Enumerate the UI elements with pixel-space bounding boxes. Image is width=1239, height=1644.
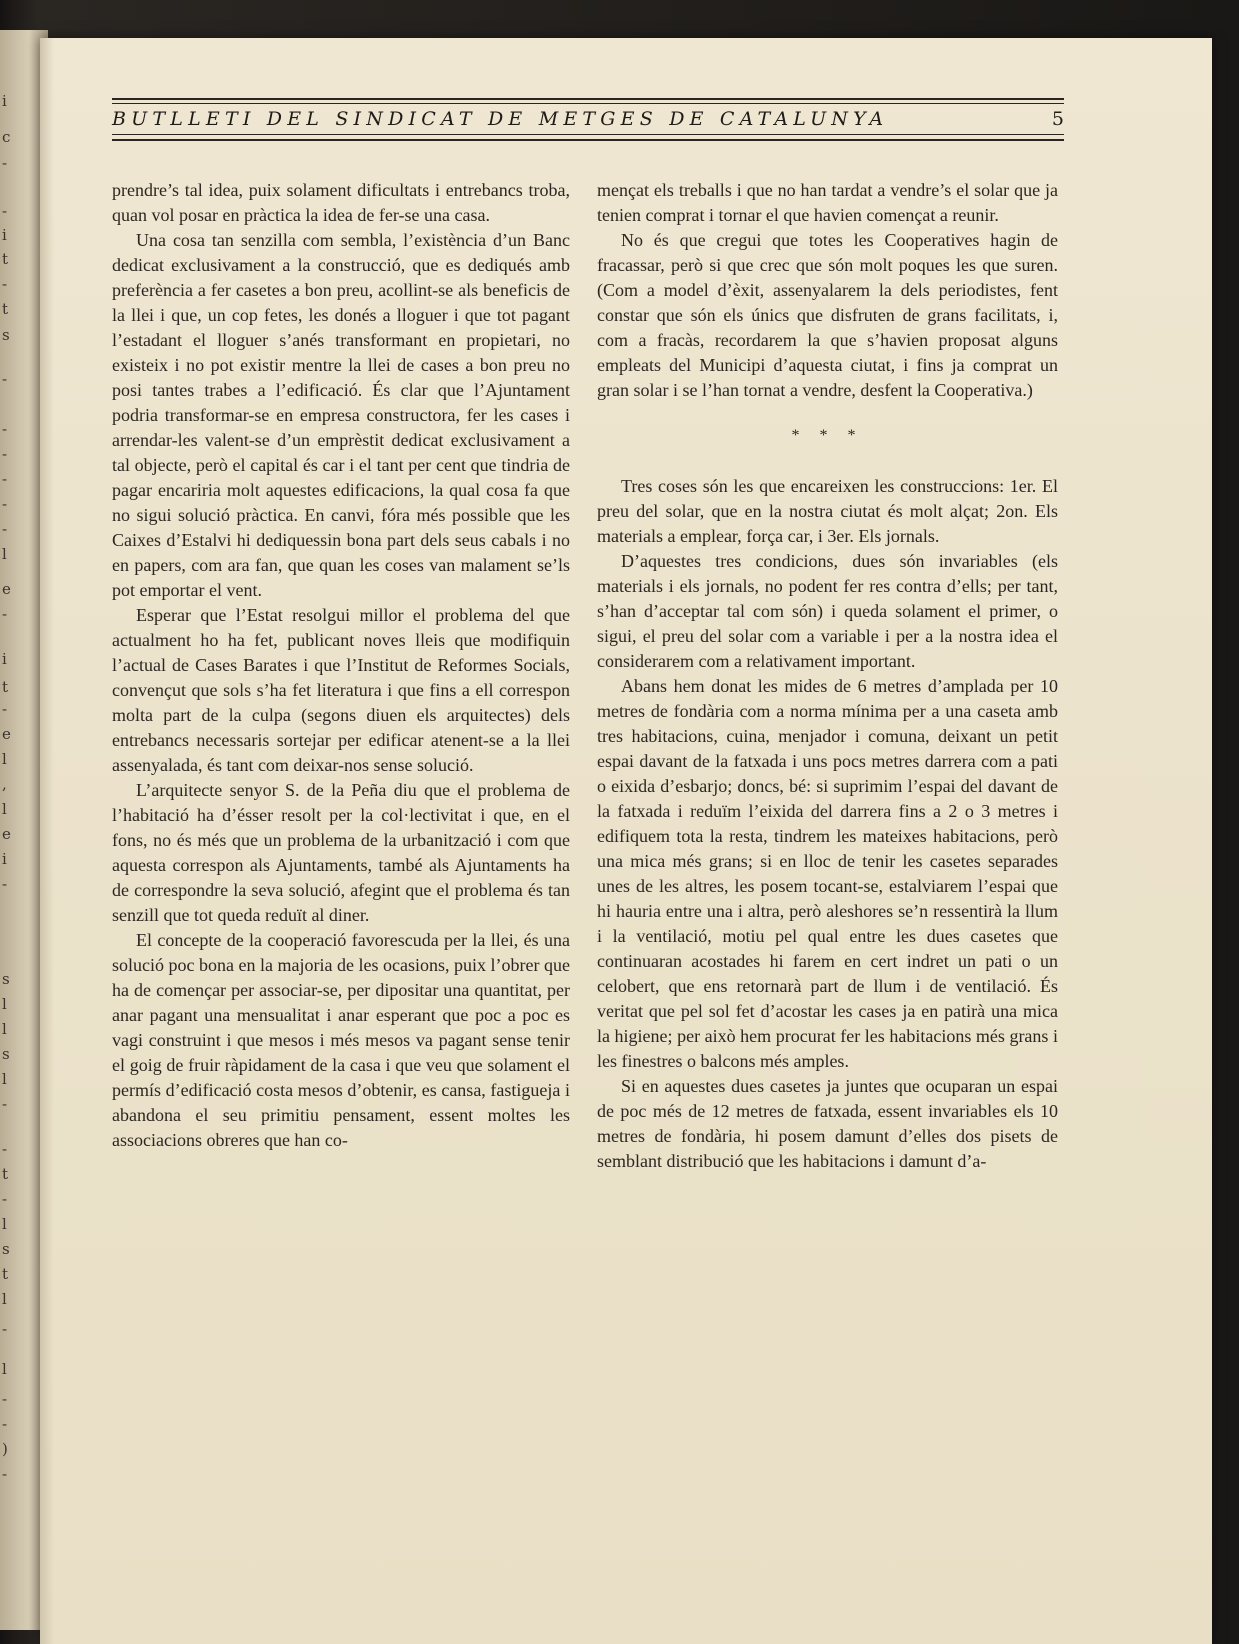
- edge-char: ): [2, 1440, 8, 1458]
- paragraph: Tres coses són les que encareixen les construccions: 1er. El preu del solar, que en la nostra ciutat és molt alçat; 2on. Els materials a emplear, força car, i 3er. Els jornals.: [597, 476, 1058, 546]
- edge-char: -: [2, 445, 8, 463]
- edge-char: -: [2, 1140, 8, 1158]
- edge-char: l: [2, 995, 7, 1013]
- edge-char: -: [2, 275, 8, 293]
- edge-char: c: [2, 128, 11, 146]
- edge-char: -: [2, 370, 8, 388]
- paragraph: mençat els treballs i que no han tardat a vendre’s el solar que ja tenien comprat i tornar el que havien començat a reunir.: [597, 180, 1058, 225]
- edge-char: l: [2, 1290, 7, 1308]
- paragraph: Una cosa tan senzilla com sembla, l’existència d’un Banc dedicat exclusivament a la construcció, que es dediqués amb preferència a fer casetes a bon preu, acollint-se als beneficis de la llei i que, un cop fetes, les donés a lloguer i que tot pagant l’estadant el lloguer s’anés transformant en propietari, no existeix i no pot existir mentre la llei de cases a bon preu no posi tantes trabes a l’edificació. És clar que l’Ajuntament podria transformar-se en empresa constructora, fer les cases i arrendar-les valent-se d’un emprèstit dedicat exclusivament a tal objecte, però el capital és car i el tant per cent que tindria de pagar encariria molt aquestes edificacions, la qual cosa fa que no sigui solució pràctica. En canvi, fóra més possible que les Caixes d’Estalvi hi dediquessin bona part dels seus cabals i no en papers, com ara fan, que quan les coses van malament se’ls pot emportar el vent.: [112, 230, 570, 600]
- edge-char: l: [2, 1215, 7, 1233]
- paragraph: El concepte de la cooperació favorescuda per la llei, és una solució poc bona en la majoria de les ocasions, puix l’obrer que ha de començar per associar-se, per dipositar una quantitat, per anar pagant una mensualitat i anar esperant que poc a poc es vagi construint i que mesos i més mesos va pagant sense tenir el goig de fruir ràpidament de la casa i que veu que solament el permís d’edificació costa mesos d’obtenir, es cansa, fastigueja i abandona el seu primitiu pensament, essent moltes les associacions obreres que han co-: [112, 930, 570, 1150]
- edge-char: -: [2, 700, 8, 718]
- edge-char: t: [2, 678, 9, 696]
- edge-char: s: [2, 326, 10, 344]
- edge-char: -: [2, 470, 8, 488]
- edge-char: -: [2, 1095, 8, 1113]
- journal-title: BUTLLETI DEL SINDICAT DE METGES DE CATALUNYA: [112, 108, 889, 130]
- paragraph: Esperar que l’Estat resolgui millor el problema del que actualment ho ha fet, publicant noves lleis que modifiquin l’actual de Cases Barates i que l’Institut de Reformes Socials, convençut que sols s’ha fet literatura i que fins a ell correspon molta part de la culpa (segons diuen els arquitectes) dels entrebancs necessaris sortejar per edificar atenent-se a la llei assenyalada, és tant com deixar-nos sense solució.: [112, 605, 570, 775]
- edge-char: t: [2, 1165, 9, 1183]
- edge-char: -: [2, 495, 8, 513]
- edge-char: i: [2, 226, 7, 244]
- edge-char: -: [2, 605, 8, 623]
- edge-char: s: [2, 1240, 10, 1258]
- header-bottom-rule: [112, 139, 1064, 141]
- edge-char: i: [2, 850, 7, 868]
- left-column: [112, 178, 570, 1153]
- paragraph: Abans hem donat les mides de 6 metres d’amplada per 10 metres de fondària com a norma mínima per a una caseta amb tres habitacions, cuina, menjador i comuna, deixant un petit espai davant de la fatxada i uns pocs metres darrera com a pati o eixida d’esbarjo; doncs, bé: si suprimim l’espai del davant de la fatxada i reduïm l’eixida del darrera fins a 2 o 3 metres i edifiquem tota la resta, tindrem les mateixes habitacions, però una mica més grans; si en lloc de tenir les casetes separades unes de les altres, les posem tocant-se, estalviarem l’espai que hi hauria entre una i altra, però aleshores se’n ressentirà la llum i la ventilació, motiu pel qual entre les dues casetes que continuaran acostades hi farem en cert indret un pati o un celobert, que ens retornarà part de llum i de ventilació. És veritat que pel sol fet d’acostar les cases ja en patirà una mica la higiene; per això hem procurat fer les habitacions més grans i les finestres o balcons més amples.: [597, 676, 1058, 1071]
- paragraph: No és que cregui que totes les Cooperatives hagin de fracassar, però si que crec que són molt poques les que suren. (Com a model d’èxit, assenyalarem la dels periodistes, fent constar que són els únics que disfruten de grans facilitats, i, com a fracàs, recordarem la que s’havien proposat alguns empleats del Municipi d’aquesta ciutat, i fins ja comprat un gran solar i se l’han tornat a vendre, desfent la Cooperativa.): [597, 230, 1058, 400]
- edge-char: -: [2, 154, 8, 172]
- page-binding-shadow: [40, 38, 54, 1644]
- edge-char: -: [2, 1415, 8, 1433]
- edge-char: -: [2, 202, 8, 220]
- edge-char: t: [2, 300, 9, 318]
- edge-char: -: [2, 1320, 8, 1338]
- edge-char: e: [2, 580, 11, 598]
- edge-char: l: [2, 1020, 7, 1038]
- edge-char: -: [2, 1390, 8, 1408]
- edge-char: -: [2, 1190, 8, 1208]
- section-separator: * * *: [791, 427, 864, 444]
- edge-char: l: [2, 750, 7, 768]
- edge-char: -: [2, 1465, 8, 1483]
- edge-char: s: [2, 1045, 10, 1063]
- edge-char: -: [2, 420, 8, 438]
- edge-char: i: [2, 92, 7, 110]
- edge-char: l: [2, 1070, 7, 1088]
- edge-char: -: [2, 875, 8, 893]
- edge-char: i: [2, 650, 7, 668]
- edge-char: e: [2, 825, 11, 843]
- paragraph: prendre’s tal idea, puix solament dificultats i entrebancs troba, quan vol posar en pràctica la idea de fer-se una casa.: [112, 180, 570, 225]
- edge-char: l: [2, 1360, 7, 1378]
- paragraph: Si en aquestes dues casetes ja juntes que ocuparan un espai de poc més de 12 metres de fatxada, essent invariables els 10 metres de fondària, hi posem damunt d’elles dos pisets de semblant distribució que les habitacions i damunt d’a-: [597, 1076, 1058, 1171]
- paragraph: D’aquestes tres condicions, dues són invariables (els materials i els jornals, no podent fer res contra d’ells; per tant, s’han d’acceptar tal com són) i queda solament el primer, o sigui, el preu del solar com a variable i per a la nostra idea el considerarem com a relativament important.: [597, 551, 1058, 671]
- edge-char: l: [2, 545, 7, 563]
- right-column: [597, 178, 1058, 1174]
- page-number: 5: [1051, 108, 1064, 130]
- edge-char: -: [2, 520, 8, 538]
- edge-char: e: [2, 725, 11, 743]
- edge-char: t: [2, 250, 9, 268]
- edge-char: ,: [2, 775, 7, 793]
- edge-char: t: [2, 1265, 9, 1283]
- header-top-rule: [112, 98, 1064, 100]
- edge-char: s: [2, 970, 10, 988]
- header-top-rule-thin: [112, 103, 1064, 104]
- header-bottom-rule-thin: [112, 134, 1064, 135]
- edge-char: l: [2, 800, 7, 818]
- running-header: [112, 98, 1064, 154]
- paragraph: L’arquitecte senyor S. de la Peña diu que el problema de l’habitació ha d’ésser resolt per la col·lectivitat i que, en el fons, no és més que un problema de la urbanització i com que aquesta correspon als Ajuntaments, també als Ajuntaments ha de correspondre la seva solució, afegint que el problema és tan senzill que tot queda reduït al diner.: [112, 780, 570, 925]
